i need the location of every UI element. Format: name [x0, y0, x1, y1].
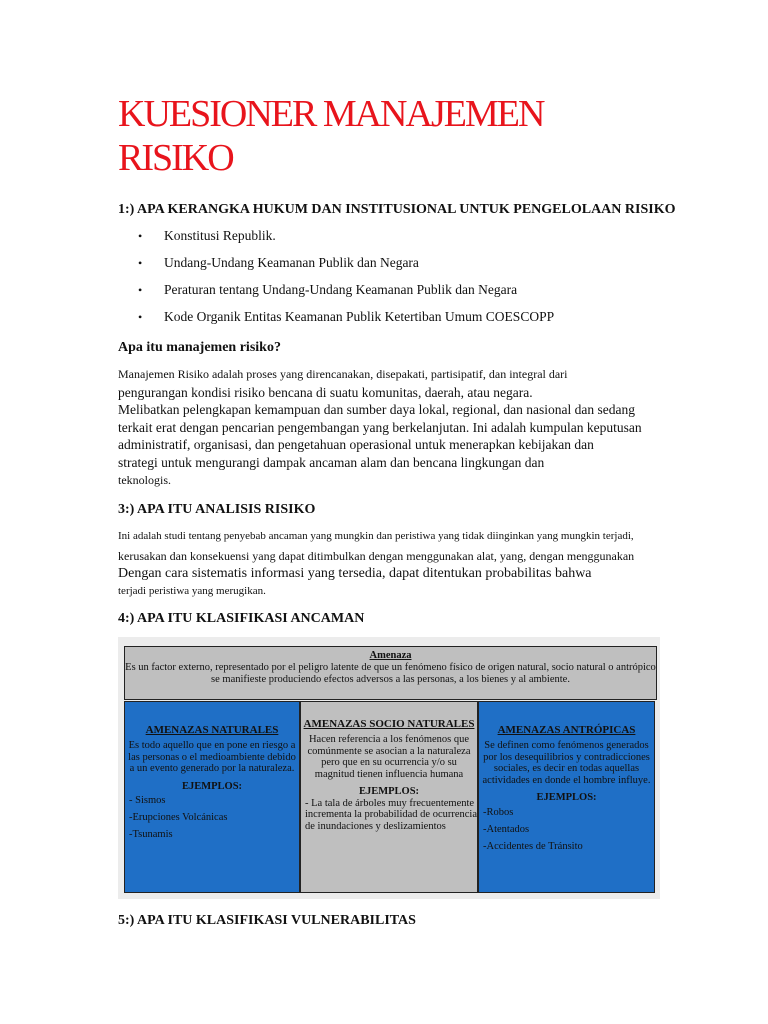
list-item: • Undang-Undang Keamanan Publik dan Negara	[138, 253, 554, 280]
list-item: • Konstitusi Republik.	[138, 226, 554, 253]
document-title: KUESIONER MANAJEMEN RISIKO	[118, 93, 544, 179]
bullet-icon: •	[138, 256, 143, 270]
threat-definition-box: Amenaza Es un factor externo, representado por el peligro latente de que un fenómeno físico de origen natural, socio natural o antrópico se manifieste produciendo efectos adversos a las personas, a los bienes y al ambiente.	[124, 646, 657, 700]
socio-natural-threats-panel: AMENAZAS SOCIO NATURALES Hacen referencia a los fenómenos que comúnmente se asocian a la naturaleza pero que en su ocurrencia y/o su magnitud tienen influencia humana EJEMPLOS: - La tala de árboles muy frecuentemente incrementa la probabilidad de ocurrencia de inundaciones y deslizamientos	[300, 701, 478, 893]
threat-classification-figure	[118, 637, 660, 899]
q5-heading: 5:) APA ITU KLASIFIKASI VULNERABILITAS	[118, 913, 416, 928]
bullet-icon: •	[138, 283, 143, 297]
q4-heading: 4:) APA ITU KLASIFIKASI ANCAMAN	[118, 611, 365, 626]
q2-heading: Apa itu manajemen risiko?	[118, 340, 281, 355]
bullet-icon: •	[138, 310, 143, 324]
anthropic-threats-panel: AMENAZAS ANTRÓPICAS Se definen como fenómenos generados por los desequilibrios y contradicciones sociales, es decir en todas aquellas actividades en donde el hombre influye. EJEMPLOS: -Robos -Atentados -Accidentes de Tránsito	[478, 701, 655, 893]
legal-framework-list	[138, 226, 554, 334]
bullet-icon: •	[138, 229, 143, 243]
q2-paragraph: Manajemen Risiko adalah proses yang direncanakan, disepakati, partisipatif, dan integral dari pengurangan kondisi risiko bencana di suatu komunitas, daerah, atau negara. Melibatkan pelengkapan kemampuan dan sumber daya lokal, regional, dan nasional dan sedang terkait erat dengan pencarian pengembangan yang berkelanjutan. Ini adalah kumpulan keputusan administratif, organisasi, dan pengetahuan operasional untuk menerapkan kebijakan dan strategi untuk mengurangi dampak ancaman alam dan bencana lingkungan dan teknologis.	[118, 367, 642, 487]
q3-paragraph: Ini adalah studi tentang penyebab ancaman yang mungkin dan peristiwa yang tidak diinginkan yang mungkin terjadi, kerusakan dan konsekuensi yang dapat ditimbulkan dengan menggunakan alat, yang, dengan menggunakan Dengan cara sistematis informasi yang tersedia, dapat ditentukan probabilitas bahwa terjadi peristiwa yang merugikan.	[118, 530, 635, 597]
natural-threats-panel: AMENAZAS NATURALES Es todo aquello que en pone en riesgo a las personas o el medioambiente debido a un evento generado por la naturaleza. EJEMPLOS: - Sismos -Erupciones Volcánicas -Tsunamis	[124, 701, 300, 893]
list-item: • Kode Organik Entitas Keamanan Publik Ketertiban Umum COESCOPP	[138, 307, 554, 334]
list-item: • Peraturan tentang Undang-Undang Keamanan Publik dan Negara	[138, 280, 554, 307]
q3-heading: 3:) APA ITU ANALISIS RISIKO	[118, 502, 316, 517]
q1-heading: 1:) APA KERANGKA HUKUM DAN INSTITUSIONAL UNTUK PENGELOLAAN RISIKO	[118, 202, 676, 217]
